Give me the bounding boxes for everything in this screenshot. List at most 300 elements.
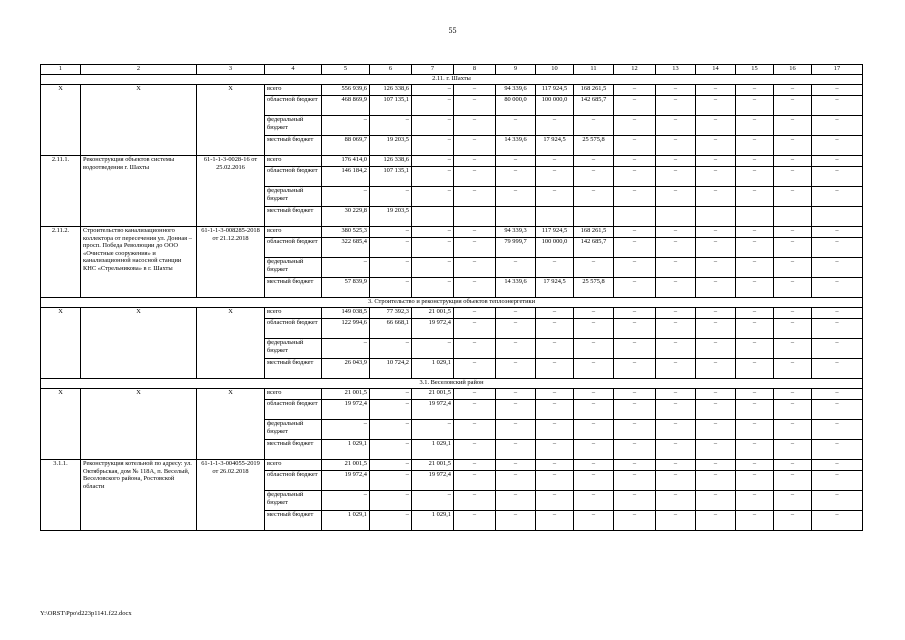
value-cell: – <box>370 187 412 207</box>
header-row <box>41 65 863 75</box>
value-cell: 468 869,9 <box>322 96 370 116</box>
value-cell <box>812 207 863 227</box>
item-code: X <box>41 308 81 379</box>
value-cell: – <box>412 116 454 136</box>
item-name: X <box>81 308 197 379</box>
value-cell: – <box>412 96 454 116</box>
value-cell: – <box>656 308 696 319</box>
column-header: 14 <box>696 65 736 75</box>
column-header: 15 <box>736 65 774 75</box>
value-cell: – <box>774 156 812 167</box>
value-cell: – <box>496 319 536 339</box>
value-cell: – <box>812 156 863 167</box>
value-cell: 21 001,5 <box>412 389 454 400</box>
value-cell: – <box>454 308 496 319</box>
value-cell: – <box>774 136 812 156</box>
column-header: 8 <box>454 65 496 75</box>
value-cell: – <box>454 400 496 420</box>
value-cell: – <box>774 319 812 339</box>
item-name: Строительство канализационного коллектора от пересечения ул. Донная – просп. Победа Революции до ООО «Очистные сооружения» и канализационной насосной станции КНС «Стрельникова» в г. Шахты <box>81 227 197 298</box>
value-cell <box>614 207 656 227</box>
value-cell: – <box>370 400 412 420</box>
value-cell: – <box>496 389 536 400</box>
value-cell: – <box>774 400 812 420</box>
value-cell: – <box>496 471 536 491</box>
value-cell: 1 029,1 <box>412 511 454 531</box>
value-cell: – <box>656 440 696 460</box>
value-cell: – <box>496 359 536 379</box>
table-row <box>41 85 863 96</box>
value-cell: – <box>614 258 656 278</box>
column-header: 13 <box>656 65 696 75</box>
value-cell: – <box>496 339 536 359</box>
value-cell: – <box>574 339 614 359</box>
value-cell: – <box>656 278 696 298</box>
funding-source: областной бюджет <box>265 471 322 491</box>
value-cell: – <box>370 238 412 258</box>
value-cell: – <box>574 258 614 278</box>
funding-source: местный бюджет <box>265 136 322 156</box>
value-cell: – <box>812 116 863 136</box>
value-cell: – <box>696 85 736 96</box>
value-cell: – <box>614 319 656 339</box>
funding-source: областной бюджет <box>265 319 322 339</box>
item-code: X <box>41 85 81 156</box>
value-cell: – <box>412 227 454 238</box>
value-cell: 19 972,4 <box>322 400 370 420</box>
value-cell: – <box>496 308 536 319</box>
value-cell: – <box>656 187 696 207</box>
funding-source: федеральный бюджет <box>265 491 322 511</box>
value-cell: – <box>574 167 614 187</box>
value-cell: – <box>656 359 696 379</box>
value-cell: 126 338,6 <box>370 156 412 167</box>
page-number: 55 <box>448 26 457 35</box>
value-cell: – <box>496 511 536 531</box>
value-cell: – <box>614 187 656 207</box>
funding-source: федеральный бюджет <box>265 187 322 207</box>
value-cell: – <box>696 227 736 238</box>
budget-table <box>40 64 863 531</box>
value-cell: – <box>370 278 412 298</box>
table-row <box>41 227 863 238</box>
value-cell: – <box>696 471 736 491</box>
value-cell: – <box>454 96 496 116</box>
section-title: 3.1. Веселовский район <box>41 379 863 389</box>
value-cell: – <box>574 156 614 167</box>
value-cell: – <box>536 471 574 491</box>
value-cell: – <box>696 187 736 207</box>
value-cell: – <box>812 440 863 460</box>
value-cell: – <box>736 339 774 359</box>
value-cell: – <box>774 227 812 238</box>
value-cell: – <box>574 116 614 136</box>
value-cell: – <box>812 420 863 440</box>
value-cell: – <box>656 389 696 400</box>
value-cell: 77 392,3 <box>370 308 412 319</box>
value-cell: – <box>412 491 454 511</box>
value-cell: 25 575,8 <box>574 278 614 298</box>
value-cell: – <box>536 420 574 440</box>
value-cell: – <box>774 116 812 136</box>
value-cell: 1 029,1 <box>412 359 454 379</box>
value-cell: – <box>774 440 812 460</box>
value-cell: – <box>614 136 656 156</box>
value-cell: – <box>496 187 536 207</box>
value-cell <box>536 207 574 227</box>
value-cell: – <box>454 471 496 491</box>
value-cell: – <box>696 491 736 511</box>
value-cell: – <box>774 258 812 278</box>
value-cell: – <box>774 167 812 187</box>
value-cell: – <box>812 96 863 116</box>
value-cell: – <box>614 511 656 531</box>
value-cell: – <box>536 511 574 531</box>
value-cell: 57 839,9 <box>322 278 370 298</box>
value-cell: – <box>656 96 696 116</box>
value-cell: – <box>574 511 614 531</box>
value-cell: – <box>370 420 412 440</box>
value-cell: – <box>370 460 412 471</box>
value-cell: – <box>656 116 696 136</box>
value-cell: – <box>812 339 863 359</box>
value-cell: – <box>656 460 696 471</box>
value-cell: – <box>536 400 574 420</box>
value-cell: – <box>454 238 496 258</box>
table-row <box>41 460 863 471</box>
value-cell: – <box>656 339 696 359</box>
funding-source: всего <box>265 308 322 319</box>
value-cell <box>656 207 696 227</box>
column-header: 2 <box>81 65 197 75</box>
value-cell: 322 685,4 <box>322 238 370 258</box>
value-cell: – <box>812 471 863 491</box>
value-cell: – <box>574 389 614 400</box>
value-cell: – <box>454 420 496 440</box>
value-cell: – <box>656 420 696 440</box>
column-header: 10 <box>536 65 574 75</box>
value-cell: – <box>656 258 696 278</box>
value-cell: – <box>574 400 614 420</box>
value-cell: – <box>412 187 454 207</box>
funding-source: всего <box>265 227 322 238</box>
value-cell: – <box>774 460 812 471</box>
value-cell: – <box>812 389 863 400</box>
value-cell: – <box>812 491 863 511</box>
funding-source: местный бюджет <box>265 511 322 531</box>
value-cell: – <box>322 339 370 359</box>
value-cell: – <box>322 420 370 440</box>
value-cell: 66 668,1 <box>370 319 412 339</box>
registry-number: X <box>197 308 265 379</box>
value-cell: – <box>496 440 536 460</box>
value-cell: – <box>454 339 496 359</box>
value-cell: – <box>696 116 736 136</box>
value-cell: 142 685,7 <box>574 238 614 258</box>
value-cell: 1 029,1 <box>412 440 454 460</box>
value-cell: – <box>496 156 536 167</box>
value-cell: – <box>496 491 536 511</box>
item-name: Реконструкция котельной по адресу: ул. Октябрьская, дом № 118А, п. Веселый, Веселовского района, Ростовской области <box>81 460 197 531</box>
funding-source: областной бюджет <box>265 238 322 258</box>
value-cell: – <box>696 420 736 440</box>
value-cell: – <box>696 440 736 460</box>
value-cell: – <box>736 400 774 420</box>
funding-source: местный бюджет <box>265 278 322 298</box>
value-cell: 19 972,4 <box>412 471 454 491</box>
column-header: 6 <box>370 65 412 75</box>
value-cell: – <box>412 258 454 278</box>
value-cell: – <box>614 440 656 460</box>
value-cell: – <box>736 85 774 96</box>
value-cell <box>496 207 536 227</box>
column-header: 9 <box>496 65 536 75</box>
value-cell: 21 001,5 <box>322 389 370 400</box>
value-cell <box>454 207 496 227</box>
value-cell: – <box>696 96 736 116</box>
value-cell: – <box>454 187 496 207</box>
value-cell: – <box>454 258 496 278</box>
value-cell: – <box>614 491 656 511</box>
value-cell: – <box>454 319 496 339</box>
value-cell: – <box>454 116 496 136</box>
value-cell: 117 924,5 <box>536 227 574 238</box>
value-cell: – <box>496 167 536 187</box>
column-header: 16 <box>774 65 812 75</box>
registry-number: 61-1-1-3-004055-2019 от 26.02.2018 <box>197 460 265 531</box>
value-cell: – <box>412 136 454 156</box>
item-name: X <box>81 85 197 156</box>
value-cell: 142 685,7 <box>574 96 614 116</box>
value-cell: – <box>454 460 496 471</box>
value-cell: – <box>454 491 496 511</box>
value-cell: 1 029,1 <box>322 440 370 460</box>
value-cell: – <box>454 278 496 298</box>
value-cell: – <box>536 389 574 400</box>
funding-source: федеральный бюджет <box>265 339 322 359</box>
value-cell: 80 000,0 <box>496 96 536 116</box>
funding-source: федеральный бюджет <box>265 258 322 278</box>
value-cell: – <box>736 420 774 440</box>
value-cell: 168 261,5 <box>574 227 614 238</box>
value-cell: – <box>812 136 863 156</box>
value-cell: – <box>574 359 614 379</box>
column-header: 3 <box>197 65 265 75</box>
value-cell: 149 038,5 <box>322 308 370 319</box>
value-cell: – <box>454 440 496 460</box>
value-cell: 26 043,9 <box>322 359 370 379</box>
value-cell: 10 724,2 <box>370 359 412 379</box>
value-cell: – <box>736 491 774 511</box>
value-cell: 88 069,7 <box>322 136 370 156</box>
funding-source: областной бюджет <box>265 400 322 420</box>
value-cell: – <box>696 389 736 400</box>
funding-source: местный бюджет <box>265 359 322 379</box>
value-cell: – <box>370 339 412 359</box>
value-cell: 14 339,6 <box>496 278 536 298</box>
value-cell: – <box>696 278 736 298</box>
value-cell: – <box>656 85 696 96</box>
item-name: Реконструкция объектов системы водоотведения г. Шахты <box>81 156 197 227</box>
section-row <box>41 298 863 308</box>
value-cell: 107 135,1 <box>370 167 412 187</box>
value-cell: 14 339,6 <box>496 136 536 156</box>
column-header: 4 <box>265 65 322 75</box>
item-code: 3.1.1. <box>41 460 81 531</box>
value-cell: – <box>736 258 774 278</box>
value-cell: – <box>736 187 774 207</box>
column-header: 11 <box>574 65 614 75</box>
value-cell: – <box>696 308 736 319</box>
value-cell: 1 029,1 <box>322 511 370 531</box>
value-cell: – <box>774 491 812 511</box>
value-cell: – <box>496 460 536 471</box>
value-cell: – <box>696 258 736 278</box>
value-cell: – <box>774 471 812 491</box>
value-cell: – <box>454 156 496 167</box>
value-cell: – <box>656 491 696 511</box>
value-cell: – <box>736 227 774 238</box>
footer-path: Y:\ORST\Ppo\d223p1141.f22.docx <box>40 610 132 617</box>
value-cell: – <box>656 511 696 531</box>
value-cell: 176 414,0 <box>322 156 370 167</box>
value-cell: 30 229,8 <box>322 207 370 227</box>
value-cell: – <box>736 156 774 167</box>
value-cell: 94 339,3 <box>496 227 536 238</box>
value-cell: – <box>736 440 774 460</box>
value-cell: – <box>774 359 812 379</box>
value-cell: – <box>614 238 656 258</box>
value-cell: – <box>774 389 812 400</box>
value-cell: – <box>812 308 863 319</box>
value-cell: – <box>536 156 574 167</box>
value-cell: 107 135,1 <box>370 96 412 116</box>
value-cell: – <box>812 167 863 187</box>
value-cell: – <box>454 136 496 156</box>
value-cell: – <box>614 96 656 116</box>
value-cell: – <box>736 460 774 471</box>
value-cell: – <box>370 511 412 531</box>
table-row <box>41 389 863 400</box>
value-cell: – <box>736 238 774 258</box>
value-cell: 19 203,5 <box>370 136 412 156</box>
value-cell: – <box>412 156 454 167</box>
value-cell: – <box>454 359 496 379</box>
value-cell: – <box>774 278 812 298</box>
value-cell: – <box>812 400 863 420</box>
value-cell: – <box>812 278 863 298</box>
value-cell: – <box>614 400 656 420</box>
column-header: 7 <box>412 65 454 75</box>
value-cell: 17 924,5 <box>536 136 574 156</box>
value-cell: – <box>656 238 696 258</box>
value-cell: – <box>322 187 370 207</box>
value-cell: 122 994,6 <box>322 319 370 339</box>
value-cell: – <box>656 227 696 238</box>
value-cell: – <box>412 278 454 298</box>
value-cell: – <box>322 258 370 278</box>
value-cell: – <box>496 116 536 136</box>
value-cell: 100 000,0 <box>536 96 574 116</box>
value-cell: – <box>736 136 774 156</box>
value-cell: – <box>614 116 656 136</box>
value-cell: – <box>536 308 574 319</box>
value-cell: – <box>536 460 574 471</box>
value-cell: – <box>774 420 812 440</box>
value-cell: – <box>812 258 863 278</box>
value-cell: – <box>454 511 496 531</box>
value-cell: – <box>812 460 863 471</box>
value-cell: – <box>614 359 656 379</box>
value-cell <box>736 207 774 227</box>
value-cell: – <box>574 491 614 511</box>
value-cell: – <box>774 187 812 207</box>
value-cell: – <box>574 319 614 339</box>
value-cell: – <box>370 471 412 491</box>
value-cell: – <box>536 339 574 359</box>
value-cell: – <box>496 420 536 440</box>
registry-number: 61-1-1-3-0028-16 от 25.02.2016 <box>197 156 265 227</box>
value-cell: – <box>736 96 774 116</box>
value-cell: – <box>536 167 574 187</box>
funding-source: федеральный бюджет <box>265 420 322 440</box>
value-cell: – <box>574 187 614 207</box>
value-cell: 19 972,4 <box>412 400 454 420</box>
value-cell: 117 924,5 <box>536 85 574 96</box>
item-code: 2.11.1. <box>41 156 81 227</box>
value-cell: – <box>454 389 496 400</box>
value-cell: – <box>656 156 696 167</box>
value-cell: – <box>370 258 412 278</box>
value-cell: 21 001,5 <box>412 308 454 319</box>
funding-source: всего <box>265 460 322 471</box>
value-cell: – <box>536 491 574 511</box>
value-cell: – <box>696 136 736 156</box>
funding-source: местный бюджет <box>265 207 322 227</box>
column-header: 1 <box>41 65 81 75</box>
value-cell: – <box>614 339 656 359</box>
value-cell: – <box>536 187 574 207</box>
value-cell: – <box>574 460 614 471</box>
section-row <box>41 379 863 389</box>
value-cell: – <box>696 167 736 187</box>
value-cell: – <box>774 96 812 116</box>
value-cell: – <box>322 116 370 136</box>
item-code: 2.11.2. <box>41 227 81 298</box>
value-cell: – <box>812 85 863 96</box>
value-cell: 25 575,8 <box>574 136 614 156</box>
value-cell: – <box>370 491 412 511</box>
value-cell: – <box>812 359 863 379</box>
value-cell: – <box>774 238 812 258</box>
value-cell: – <box>370 116 412 136</box>
value-cell: – <box>736 471 774 491</box>
value-cell: – <box>736 278 774 298</box>
value-cell: 146 184,2 <box>322 167 370 187</box>
value-cell: – <box>812 319 863 339</box>
value-cell: – <box>454 227 496 238</box>
funding-source: областной бюджет <box>265 167 322 187</box>
value-cell: – <box>696 319 736 339</box>
value-cell: – <box>614 308 656 319</box>
value-cell: 380 525,3 <box>322 227 370 238</box>
value-cell: 19 972,4 <box>412 319 454 339</box>
value-cell: 126 338,6 <box>370 85 412 96</box>
value-cell: – <box>614 471 656 491</box>
value-cell: 21 001,5 <box>322 460 370 471</box>
funding-source: федеральный бюджет <box>265 116 322 136</box>
value-cell: – <box>496 400 536 420</box>
